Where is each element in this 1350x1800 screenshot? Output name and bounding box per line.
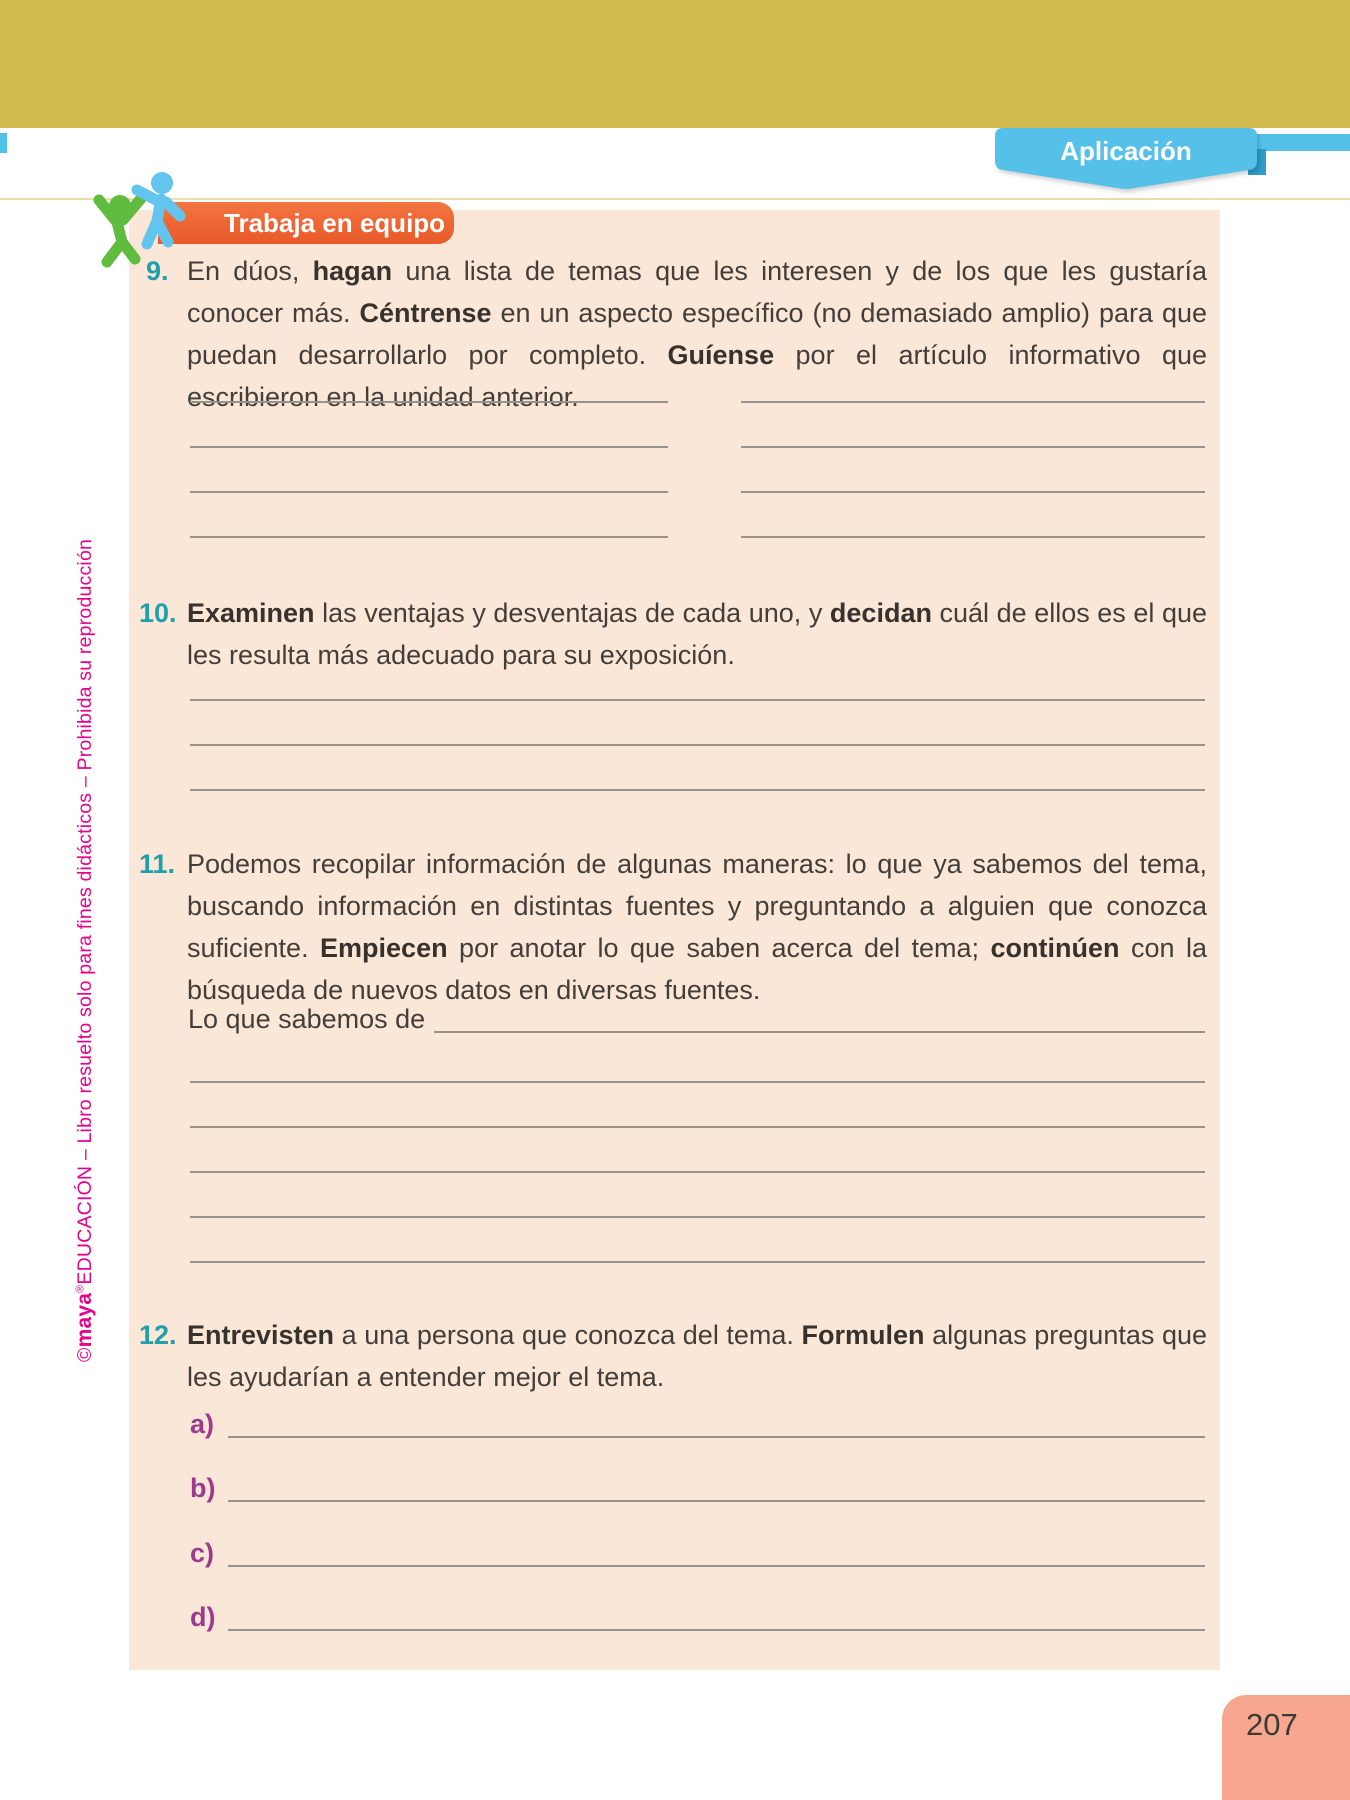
aplicacion-label: Aplicación (1060, 136, 1192, 166)
answer-line (741, 491, 1205, 493)
lo-que-sabemos-label: Lo que sabemos de (188, 1004, 426, 1034)
aplicacion-side-bar (1252, 134, 1350, 151)
answer-line (228, 1601, 1205, 1631)
teamwork-icon (86, 164, 196, 268)
question-letter: b) (190, 1473, 216, 1503)
exercise-10 (139, 592, 1207, 676)
question-row-a (190, 1410, 1205, 1438)
answer-line (190, 744, 1205, 746)
answer-line (741, 536, 1205, 538)
exercise-10-number: 10. (139, 598, 177, 628)
aplicacion-ribbon (995, 128, 1257, 194)
answer-line (190, 1171, 1205, 1173)
exercise-9 (139, 250, 1207, 418)
exercise-12-number: 12. (139, 1320, 177, 1350)
question-row-b (190, 1474, 1205, 1502)
answer-line (434, 1003, 1205, 1033)
exercise-10-text: Examinen las ventajas y desventajas de cada uno, y decidan cuál de ellos es el que les resulta más adecuado para su exposición. (187, 598, 1207, 670)
answer-line (190, 1261, 1205, 1263)
sidebar-copyright-text: ©maya®EDUCACIÓN – Libro resuelto solo para fines didácticos – Prohibida su reproducción (73, 538, 96, 1362)
answer-line (190, 1216, 1205, 1218)
top-divider-rule (0, 198, 1350, 200)
team-banner-label: Trabaja en equipo (224, 208, 446, 238)
page-number-box (1222, 1695, 1350, 1800)
left-edge-tick (0, 133, 7, 153)
question-letter: c) (190, 1538, 215, 1568)
answer-line (190, 1126, 1205, 1128)
question-row-c (190, 1539, 1205, 1567)
exercise-12-text: Entrevisten a una persona que conozca del tema. Formulen algunas preguntas que les ayudarían a entender mejor el tema. (187, 1320, 1207, 1392)
exercise-9-number: 9. (146, 256, 169, 286)
answer-line (190, 789, 1205, 791)
exercise-11-text: Podemos recopilar información de algunas maneras: lo que ya sabemos del tema, buscando información en distintas fuentes y preguntando a alguien que conozca suficiente. Empiecen por anotar lo que saben acerca del tema; continúen con la búsqueda de nuevos datos en diversas fuentes. (187, 849, 1207, 1005)
question-letter: d) (190, 1602, 216, 1632)
content-box (129, 210, 1220, 1670)
exercise-12 (139, 1314, 1207, 1398)
answer-line (228, 1537, 1205, 1567)
answer-line (228, 1472, 1205, 1502)
exercise-11-number: 11. (139, 849, 176, 879)
answer-line (190, 1081, 1205, 1083)
answer-line (190, 491, 668, 493)
answer-line (190, 699, 1205, 701)
person-blue-icon (137, 172, 180, 244)
answer-line (741, 446, 1205, 448)
answer-line (190, 446, 668, 448)
team-banner (158, 202, 454, 244)
header-band (0, 0, 1350, 128)
sidebar-copyright (73, 538, 97, 1363)
exercise-9-text: En dúos, hagan una lista de temas que les interesen y de los que les gustaría conocer más. Céntrense en un aspecto específico (no demasiado amplio) para que puedan desarrollarlo por completo. Guíense por el artículo informativo que escribieron en la unidad anterior. (187, 256, 1208, 412)
person-green-icon (99, 195, 144, 262)
page-number: 207 (1246, 1707, 1298, 1742)
question-letter: a) (190, 1409, 215, 1439)
lo-que-sabemos-row (188, 1005, 1205, 1033)
exercise-11 (139, 843, 1207, 1011)
answer-line (228, 1408, 1205, 1438)
answer-line (190, 401, 668, 403)
answer-line (741, 401, 1205, 403)
answer-line (190, 536, 668, 538)
question-row-d (190, 1603, 1205, 1631)
